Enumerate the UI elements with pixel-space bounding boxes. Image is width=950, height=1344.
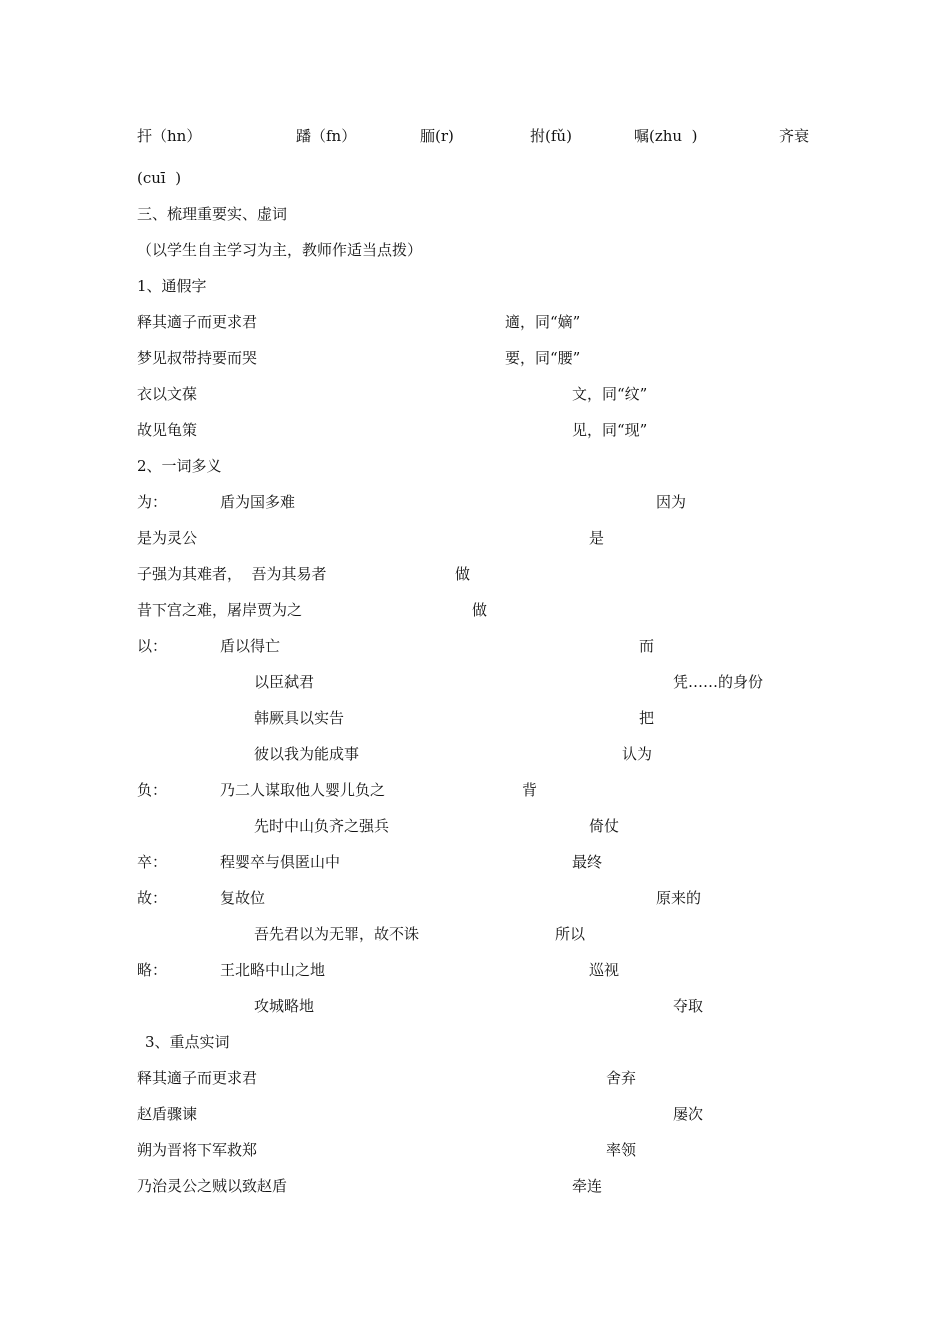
sentence: 故见龟策: [137, 421, 198, 439]
pinyin-item: 胹(r): [420, 127, 454, 145]
meaning: 把: [639, 709, 655, 727]
sentence: 衣以文葆: [137, 385, 198, 403]
meaning: 所以: [555, 925, 586, 943]
meaning: 倚仗: [589, 817, 620, 835]
sentence: 王北略中山之地: [220, 961, 326, 979]
sentence: 是为灵公: [137, 529, 198, 547]
pinyin-row: [0, 124, 950, 148]
polysemy-row: [0, 778, 950, 802]
sentence: 盾以得亡: [220, 637, 281, 655]
sentence: 以臣弑君: [254, 673, 315, 691]
note: 文，同“纹”: [572, 385, 648, 403]
sentence: 程婴卒与俱匿山中: [220, 853, 341, 871]
note: 见，同“现”: [572, 421, 648, 439]
pinyin-item: 扞（hn）: [137, 127, 202, 145]
keyword-row: [0, 1066, 950, 1090]
keyword: 故：: [137, 889, 168, 907]
polysemy-row: [0, 706, 950, 730]
polysemy-row: [0, 742, 950, 766]
keyword-row: [0, 1102, 950, 1126]
sentence: 昔下宫之难，屠岸贾为之: [137, 601, 303, 619]
keyword-row: [0, 1138, 950, 1162]
subheading-yiciduoyi: 2、一词多义: [137, 457, 222, 475]
sentence: 乃二人谋取他人婴儿负之: [220, 781, 386, 799]
meaning: 是: [589, 529, 605, 547]
sentence: 吾先君以为无罪，故不诛: [254, 925, 420, 943]
meaning: 原来的: [656, 889, 702, 907]
sentence: 梦见叔带持要而哭: [137, 349, 258, 367]
pinyin-item: 嘱(zhu ): [634, 127, 698, 145]
keyword: 为：: [137, 493, 168, 511]
meaning: 牵连: [572, 1177, 603, 1195]
polysemy-row: [0, 670, 950, 694]
polysemy-row: [0, 490, 950, 514]
sentence: 复故位: [220, 889, 266, 907]
meaning: 做: [455, 565, 471, 583]
polysemy-row: [0, 562, 950, 586]
keyword-row: [0, 1174, 950, 1198]
polysemy-row: [0, 958, 950, 982]
meaning: 夺取: [673, 997, 704, 1015]
sentence: 盾为国多难: [220, 493, 296, 511]
sentence: 赵盾骤谏: [137, 1105, 198, 1123]
sentence: 彼以我为能成事: [254, 745, 360, 763]
keyword: 以：: [137, 637, 168, 655]
tongjia-row: [0, 346, 950, 370]
note: 適，同“嫡”: [505, 313, 581, 331]
meaning: 舍弃: [606, 1069, 637, 1087]
pinyin-item: 拊(fǔ): [530, 127, 572, 145]
sentence: 子强为其难者， 吾为其易者: [137, 565, 327, 583]
meaning: 凭……的身份: [673, 673, 764, 691]
keyword: 卒：: [137, 853, 168, 871]
polysemy-row: [0, 634, 950, 658]
sentence: 释其適子而更求君: [137, 313, 258, 331]
tongjia-row: [0, 382, 950, 406]
polysemy-row: [0, 850, 950, 874]
sentence: 乃治灵公之贼以致赵盾: [137, 1177, 288, 1195]
meaning: 做: [472, 601, 488, 619]
pinyin-item: (cuī ): [137, 169, 182, 187]
subheading-tongjiazi: 1、通假字: [137, 277, 207, 295]
note: 要，同“腰”: [505, 349, 581, 367]
subheading-zhongdianshici: 3、重点实词: [145, 1033, 230, 1051]
sentence: 先时中山负齐之强兵: [254, 817, 390, 835]
meaning: 率领: [606, 1141, 637, 1159]
meaning: 巡视: [589, 961, 620, 979]
section-heading: 三、梳理重要实、虚词: [137, 205, 288, 223]
keyword: 负：: [137, 781, 168, 799]
meaning: 因为: [656, 493, 687, 511]
sentence: 朔为晋将下军救郑: [137, 1141, 258, 1159]
tongjia-row: [0, 310, 950, 334]
pinyin-row-continued: [0, 166, 950, 190]
meaning: 背: [522, 781, 538, 799]
keyword: 略：: [137, 961, 168, 979]
polysemy-row: [0, 886, 950, 910]
polysemy-row: [0, 598, 950, 622]
pinyin-item: 蹯（fn）: [296, 127, 357, 145]
meaning: 而: [639, 637, 655, 655]
sentence: 攻城略地: [254, 997, 315, 1015]
tongjia-row: [0, 418, 950, 442]
polysemy-row: [0, 994, 950, 1018]
meaning: 认为: [622, 745, 653, 763]
section-note: （以学生自主学习为主，教师作适当点拨）: [137, 241, 423, 259]
sentence: 韩厥具以实告: [254, 709, 345, 727]
sentence: 释其適子而更求君: [137, 1069, 258, 1087]
polysemy-row: [0, 814, 950, 838]
polysemy-row: [0, 526, 950, 550]
polysemy-row: [0, 922, 950, 946]
pinyin-item: 齐衰: [779, 127, 810, 145]
meaning: 屡次: [673, 1105, 704, 1123]
meaning: 最终: [572, 853, 603, 871]
